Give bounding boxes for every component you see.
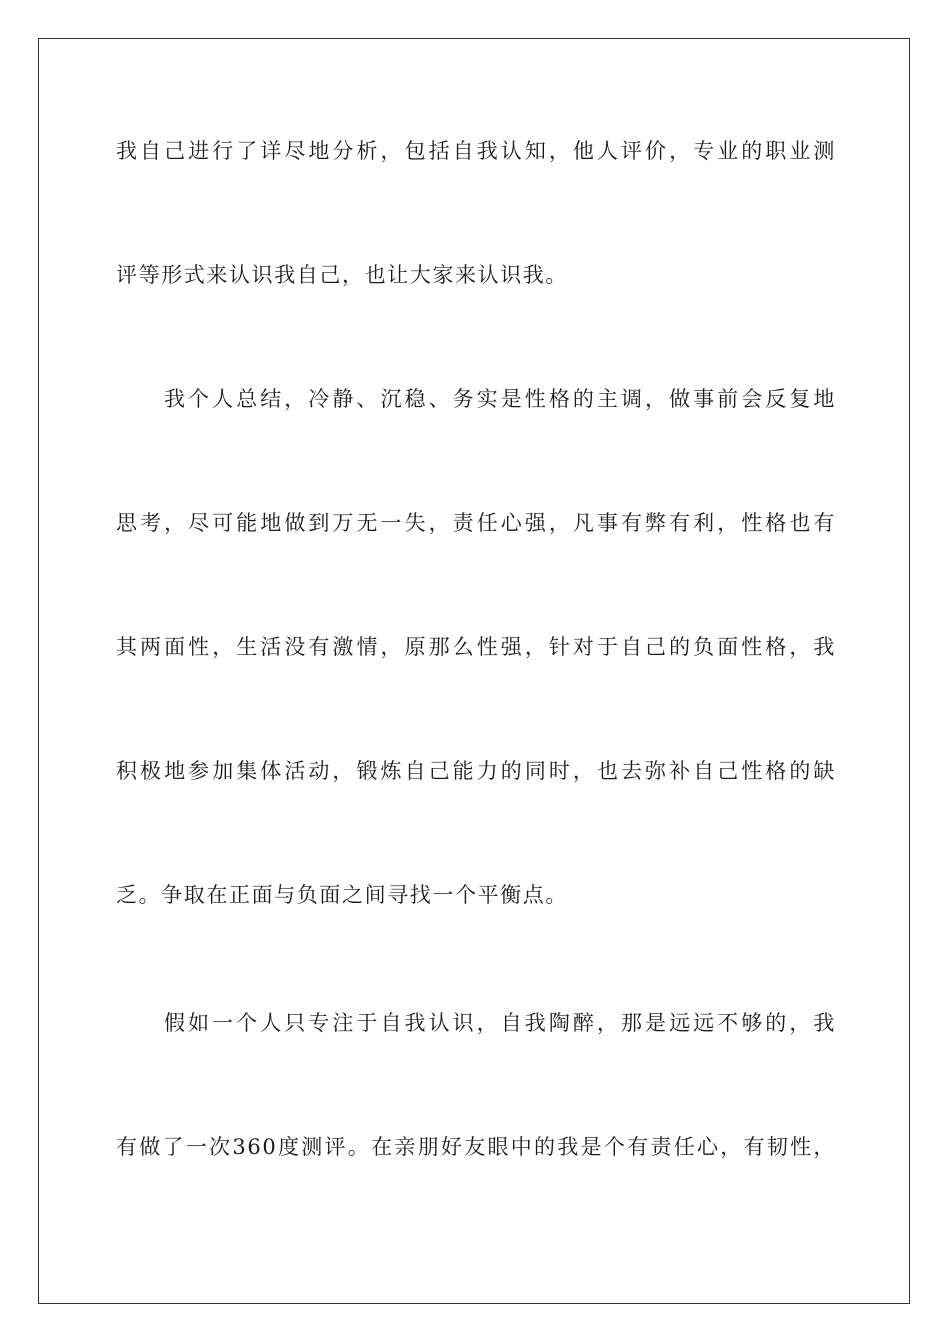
text-line-8: 假如一个人只专注于自我认识，自我陶醉，那是远远不够的，我 (164, 1011, 836, 1035)
text-line-2: 评等形式来认识我自己，也让大家来认识我。 (116, 263, 568, 287)
text-line-3: 我个人总结，冷静、沉稳、务实是性格的主调，做事前会反复地 (164, 387, 836, 411)
text-line-1: 我自己进行了详尽地分析，包括自我认知，他人评价，专业的职业测 (116, 139, 836, 163)
text-line-7: 乏。争取在正面与负面之间寻找一个平衡点。 (116, 883, 568, 907)
text-line-9: 有做了一次360度测评。在亲朋好友眼中的我是个有责任心，有韧性， (116, 1135, 836, 1159)
text-line-4: 思考，尽可能地做到万无一失，责任心强，凡事有弊有利，性格也有 (116, 511, 836, 535)
text-line-5: 其两面性，生活没有激情，原那么性强，针对于自己的负面性格，我 (116, 635, 836, 659)
text-line-6: 积极地参加集体活动，锻炼自己能力的同时，也去弥补自己性格的缺 (116, 759, 836, 783)
page-frame (38, 38, 910, 1304)
